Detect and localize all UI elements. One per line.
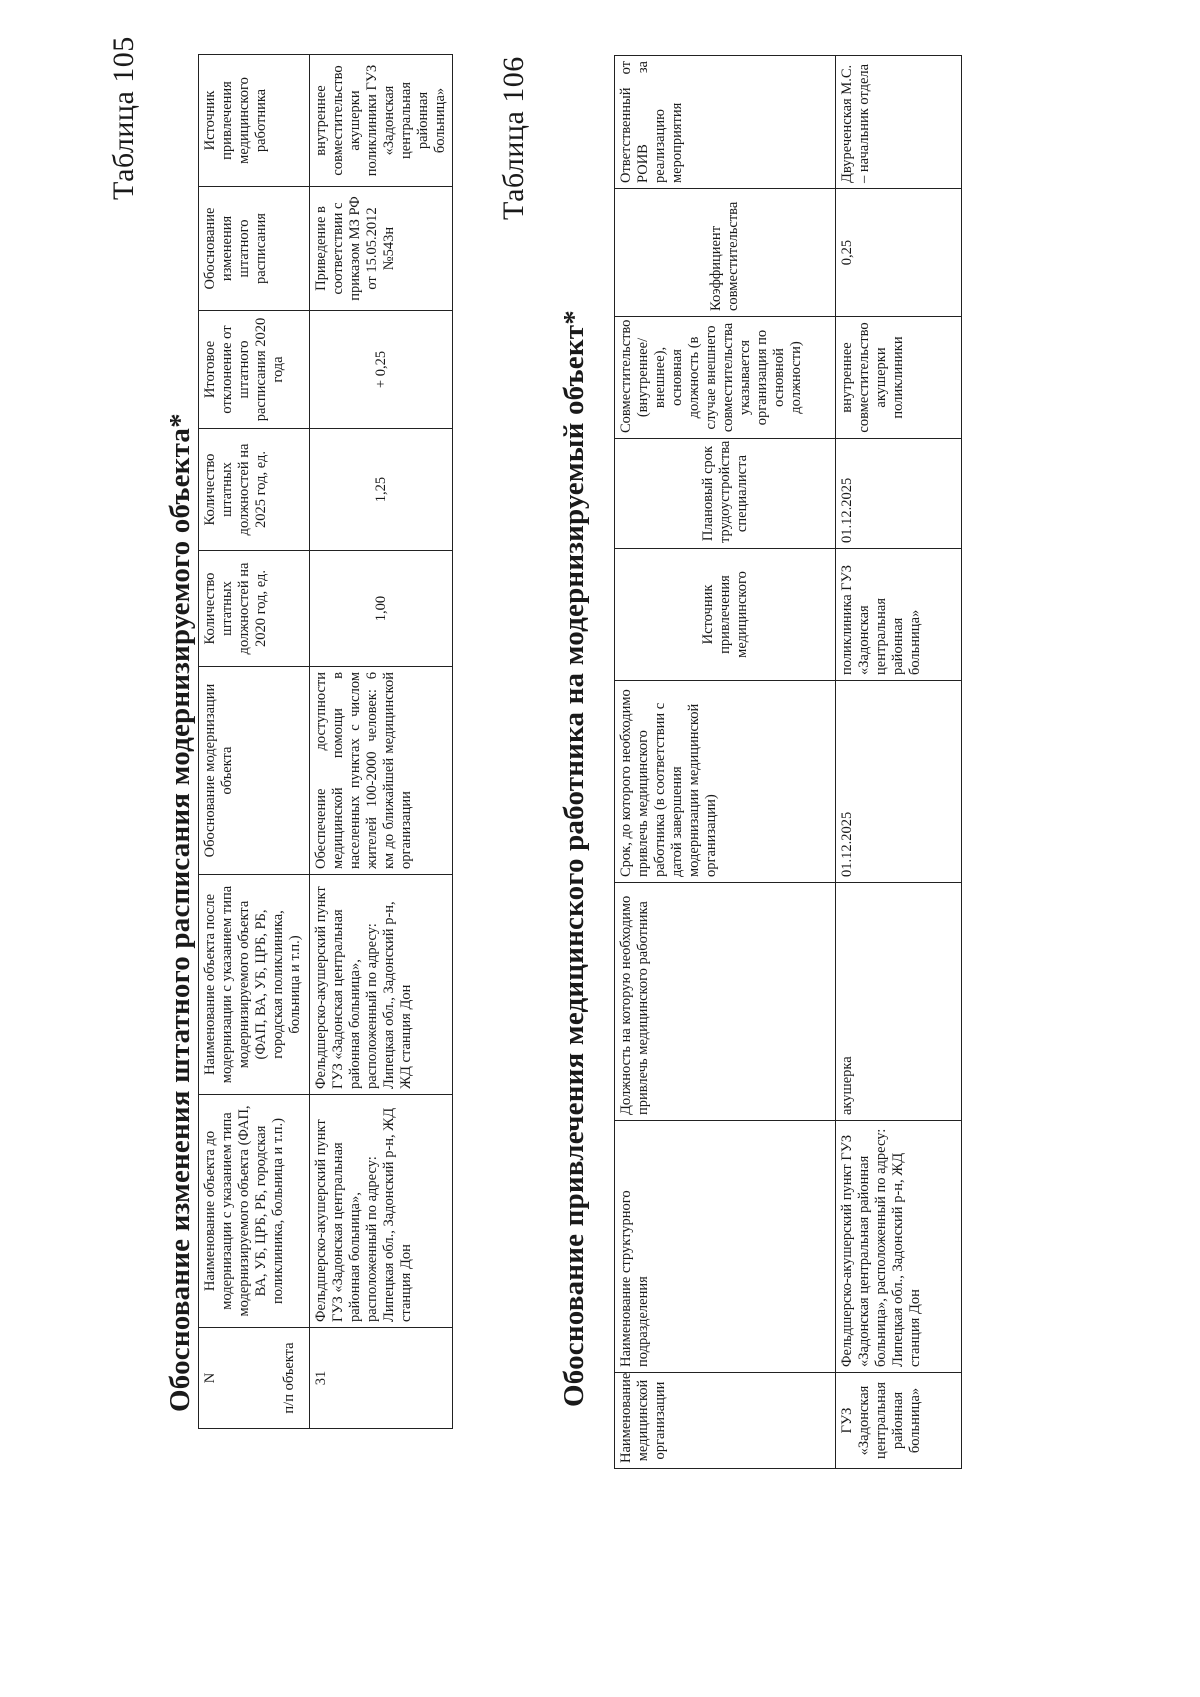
t105-header-justification: Обоснование модернизации объекта — [199, 667, 310, 875]
t106-cell-responsible: Двуреченская М.С. – начальник отдела — [836, 56, 962, 189]
t105-cell-number: 31 — [310, 1328, 453, 1429]
t106-cell-organization: ГУЗ «Задонская центральная районная больница» — [836, 1373, 962, 1469]
t105-header-positions-2025: Количество штатных должностей на 2025 год, ед. — [199, 429, 310, 551]
table-105-title: Обоснование изменения штатного расписания модернизируемого объекта* — [164, 413, 196, 1412]
t106-cell-position: акушерка — [836, 883, 962, 1121]
t105-cell-justification: Обеспечение доступности медицинской помощи в населенных пунктах с числом жителей 100-2000 человек: 6 км до ближайшей медицинской организации — [310, 667, 453, 875]
table-105-header-row — [199, 55, 310, 1429]
t106-cell-coefficient: 0,25 — [836, 189, 962, 317]
t106-header-subdivision: Наименование структурного подразделения — [615, 1121, 836, 1373]
t105-cell-source: внутреннее совместительство акушерки поликлиники ГУЗ «Задонская центральная районная больница» — [310, 55, 453, 187]
t105-header-object-after: Наименование объекта после модернизации с указанием типа модернизируемого объекта (ФАП, ВА, УБ, ЦРБ, РБ, городская поликлиника, больница и т.п.) — [199, 875, 310, 1095]
t106-header-responsible: Ответственный от РОИВ за реализацию мероприятия — [615, 56, 836, 189]
t106-header-combination: Совместительство (внутреннее/внешнее), основная должность (в случае внешнего совместительства указывается организация по основной должности) — [615, 317, 836, 439]
t106-cell-deadline: 01.12.2025 — [836, 681, 962, 883]
t105-header-source: Источник привлечения медицинского работника — [199, 55, 310, 187]
table-106 — [614, 55, 962, 1469]
t105-header-change-basis: Обоснование изменения штатного расписания — [199, 187, 310, 311]
table-105-data-row — [310, 55, 453, 1429]
t106-header-planned-date: Плановый срок трудоустройства специалиста — [615, 439, 836, 549]
table-106-title: Обоснование привлечения медицинского работника на модернизируемый объект* — [558, 310, 590, 1407]
t105-cell-positions-2025: 1,25 — [310, 429, 453, 551]
t105-header-deviation: Итоговое отклонение от штатного расписания 2020 года — [199, 311, 310, 429]
t106-cell-planned-date: 01.12.2025 — [836, 439, 962, 549]
t106-header-coefficient: Коэффициент совместительства — [615, 189, 836, 317]
t106-header-organization: Наименование медицинской организации — [615, 1373, 836, 1469]
t105-cell-object-after: Фельдшерско-акушерский пункт ГУЗ «Задонская центральная районная больница», расположенный по адресу: Липецкая обл., Задонский р-н, ЖД станция Дон — [310, 875, 453, 1095]
t105-cell-object-before: Фельдшерско-акушерский пункт ГУЗ «Задонская центральная районная больница», расположенный по адресу: Липецкая обл., Задонский р-н, ЖД станция Дон — [310, 1095, 453, 1328]
t106-cell-source: поликлиника ГУЗ «Задонская центральная районная больница» — [836, 549, 962, 681]
t106-header-deadline: Срок, до которого необходимо привлечь медицинского работника (в соответствии с датой завершения модернизации медицинской организации) — [615, 681, 836, 883]
t105-header-number: N п/п объекта — [199, 1328, 310, 1429]
t106-header-source: Источник привлечения медицинского — [615, 549, 836, 681]
table-105-label: Таблица 105 — [107, 36, 140, 200]
t105-cell-change-basis: Приведение в соответствии с приказом МЗ РФ от 15.05.2012 №543н — [310, 187, 453, 311]
table-105 — [198, 54, 453, 1429]
t105-header-positions-2020: Количество штатных должностей на 2020 год, ед. — [199, 551, 310, 667]
table-106-data-row — [836, 56, 962, 1469]
table-106-header-row — [615, 56, 836, 1469]
t106-header-position: Должность на которую необходимо привлечь медицинского работника — [615, 883, 836, 1121]
t105-header-object-before: Наименование объекта до модернизации с указанием типа модернизируемого объекта (ФАП, ВА, УБ, ЦРБ, РБ, городская поликлиника, больница и т.п.) — [199, 1095, 310, 1328]
t106-cell-subdivision: Фельдшерско-акушерский пункт ГУЗ «Задонская центральная районная больница», расположенный по адресу: Липецкая обл., Задонский р-н, ЖД станция Дон — [836, 1121, 962, 1373]
t106-cell-combination: внутреннее совместительство акушерки поликлиники — [836, 317, 962, 439]
t105-cell-deviation: + 0,25 — [310, 311, 453, 429]
table-106-label: Таблица 106 — [497, 56, 530, 220]
t105-cell-positions-2020: 1,00 — [310, 551, 453, 667]
